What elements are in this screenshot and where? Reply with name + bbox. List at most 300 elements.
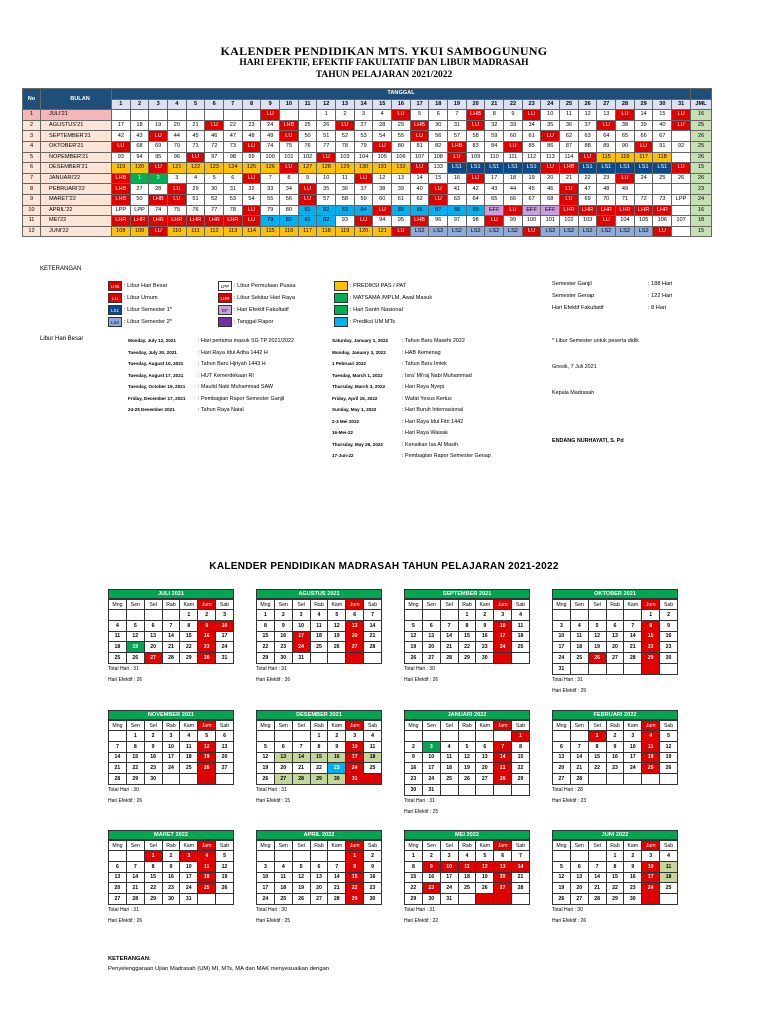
monthly-calendar-title: KALENDER PENDIDIKAN MADRASAH TAHUN PELAJARAN 2021-2022 [209, 561, 559, 572]
day-cell: LU [354, 216, 373, 227]
row-month: JULI'21 [41, 110, 112, 121]
row-month: NOPEMBER'21 [41, 152, 112, 163]
day-cell: 9 [504, 110, 523, 121]
date-cell: 21 [624, 642, 642, 653]
date-cell [476, 784, 494, 795]
holiday-desc: : Tahun Baru Masehi 2022 [402, 338, 465, 344]
weekday-header: Sen [126, 841, 144, 851]
day-cell: EFF [485, 205, 504, 216]
date-cell: 28 [440, 653, 458, 664]
legend-label: : Libur Umum [124, 295, 158, 301]
legend-swatch [218, 317, 232, 327]
total-days: Total Hari : 31 [108, 906, 139, 913]
legend-swatch [334, 281, 348, 291]
date-cell: 7 [570, 741, 588, 752]
day-cell: LS2 [448, 226, 467, 237]
month-calendar [108, 589, 234, 686]
date-cell [292, 731, 310, 742]
date-cell: 16 [162, 872, 180, 883]
day-cell: 3 [354, 110, 373, 121]
day-cell: 48 [242, 131, 261, 142]
row-month: OKTOBER'21 [41, 141, 112, 152]
date-cell: 24 [440, 883, 458, 894]
month-grid [108, 599, 234, 664]
date-cell: 8 [346, 861, 364, 872]
date-cell: 2 [328, 731, 346, 742]
legend-label: : Libur Sekitar Hari Raya [234, 295, 295, 301]
weekday-header: Sel [144, 600, 162, 610]
weekday-header: Sen [570, 721, 588, 731]
date-cell: 9 [198, 620, 216, 631]
day-cell: LS1 [466, 163, 485, 174]
date-cell: 28 [364, 642, 382, 653]
date-cell: 24 [292, 642, 310, 653]
date-cell: 13 [422, 631, 440, 642]
day-cell: 62 [560, 131, 579, 142]
date-cell: 6 [422, 620, 440, 631]
day-cell: LHB [112, 194, 131, 205]
day-cell: 21 [186, 120, 205, 131]
date-cell [588, 851, 606, 862]
date-cell: 13 [570, 872, 588, 883]
date-cell: 27 [494, 883, 512, 894]
date-cell: 27 [422, 653, 440, 664]
date-cell: 20 [553, 763, 571, 774]
day-cell: 105 [373, 152, 392, 163]
day-cell: LU [634, 141, 653, 152]
holiday-desc: : Hari Raya Waisak [402, 430, 448, 436]
date-cell: 27 [570, 894, 588, 905]
table-row [23, 152, 712, 163]
date-cell: 2 [162, 851, 180, 862]
date-cell: 19 [660, 752, 678, 763]
date-cell [660, 894, 678, 905]
day-cell: 120 [130, 163, 149, 174]
date-cell: 11 [642, 741, 660, 752]
date-cell: 1 [144, 851, 162, 862]
date-cell: 17 [162, 752, 180, 763]
date-cell: 30 [476, 653, 494, 664]
weekday-header: Sen [422, 841, 440, 851]
month-name: FEBRUARI 2022 [552, 710, 678, 720]
effective-days: Hari Efektif : 25 [552, 687, 587, 694]
day-cell: 100 [522, 216, 541, 227]
date-cell: 11 [660, 861, 678, 872]
day-cell: 102 [298, 152, 317, 163]
date-cell: 18 [512, 631, 530, 642]
day-cell: 17 [485, 173, 504, 184]
day-cell [205, 110, 224, 121]
day-cell: 96 [429, 216, 448, 227]
date-cell: 9 [364, 861, 382, 872]
day-cell: 128 [317, 163, 336, 174]
day-cell: 72 [205, 141, 224, 152]
date-cell: 14 [494, 752, 512, 763]
day-cell: 117 [298, 226, 317, 237]
effective-days: Hari Efektif : 26 [552, 917, 587, 924]
day-cell: 31 [448, 120, 467, 131]
date-cell: 16 [476, 631, 494, 642]
day-cell: 45 [522, 184, 541, 195]
day-cell: 30 [205, 184, 224, 195]
date-cell [198, 894, 216, 905]
weekday-header: Jum [642, 600, 660, 610]
date-cell: 12 [126, 631, 144, 642]
date-cell: 13 [216, 741, 234, 752]
day-cell: 77 [317, 141, 336, 152]
day-cell: 130 [354, 163, 373, 174]
day-cell: 104 [354, 152, 373, 163]
day-cell: 15 [653, 110, 672, 121]
legend-label: : MATSAMA /MPLM, Awal Masuk [350, 295, 433, 301]
date-cell: 19 [126, 642, 144, 653]
date-cell: 4 [198, 851, 216, 862]
date-cell: 26 [458, 774, 476, 785]
date-cell: 14 [440, 631, 458, 642]
day-cell: LS2 [466, 226, 485, 237]
day-cell: 28 [373, 120, 392, 131]
header-day: 15 [373, 99, 392, 110]
day-cell [634, 184, 653, 195]
table-row [23, 173, 712, 184]
date-cell: 21 [570, 763, 588, 774]
day-cell [672, 152, 691, 163]
date-cell: 3 [494, 610, 512, 621]
weekday-header: Jum [346, 841, 364, 851]
date-cell [257, 851, 275, 862]
day-cell: LU [242, 205, 261, 216]
date-cell: 23 [476, 642, 494, 653]
date-cell: 5 [458, 741, 476, 752]
date-cell [660, 774, 678, 785]
date-cell: 6 [570, 861, 588, 872]
day-cell: 90 [616, 141, 635, 152]
date-cell: 20 [570, 883, 588, 894]
month-calendar [552, 589, 678, 697]
legend-item [334, 317, 395, 327]
date-cell: 20 [476, 763, 494, 774]
date-cell [476, 731, 494, 742]
day-cell: 101 [280, 152, 299, 163]
day-cell: LU [373, 205, 392, 216]
day-cell: 14 [410, 173, 429, 184]
day-cell: LU [672, 163, 691, 174]
date-cell [216, 894, 234, 905]
day-cell: 65 [485, 194, 504, 205]
weekday-header: Sen [126, 600, 144, 610]
day-cell: 101 [541, 216, 560, 227]
day-cell: 73 [653, 194, 672, 205]
date-cell: 30 [144, 774, 162, 785]
date-cell: 29 [642, 653, 660, 664]
row-month: AGUSTUS'21 [41, 120, 112, 131]
day-cell: 87 [560, 141, 579, 152]
day-cell: 66 [634, 131, 653, 142]
date-cell: 2 [606, 731, 624, 742]
date-cell: 19 [328, 631, 346, 642]
day-cell: 7 [448, 110, 467, 121]
header-day: 3 [149, 99, 168, 110]
day-cell: 78 [336, 141, 355, 152]
day-cell: 119 [112, 163, 131, 174]
header-day: 16 [392, 99, 411, 110]
day-cell: 87 [429, 205, 448, 216]
day-cell: 51 [186, 194, 205, 205]
date-cell: 27 [310, 894, 328, 905]
date-cell: 15 [642, 631, 660, 642]
header-day: 2 [130, 99, 149, 110]
day-cell: 59 [485, 131, 504, 142]
date-cell: 19 [476, 872, 494, 883]
date-cell: 20 [144, 642, 162, 653]
day-cell: 112 [205, 226, 224, 237]
legend-label: : Prediksi UM MTs [350, 319, 396, 325]
date-cell: 15 [144, 872, 162, 883]
day-cell: 89 [466, 205, 485, 216]
day-cell: 42 [112, 131, 131, 142]
header-day: 30 [653, 99, 672, 110]
signer-position: Kepala Madrasah [552, 390, 595, 396]
day-cell: 122 [186, 163, 205, 174]
date-cell: 4 [364, 731, 382, 742]
weekday-header: Sab [216, 841, 234, 851]
row-month: DESEMBER'21 [41, 163, 112, 174]
day-cell: 114 [560, 152, 579, 163]
weekday-header: Mng [553, 841, 571, 851]
weekday-header: Jum [494, 721, 512, 731]
holiday-date: Tuesday, August 17, 2021 [128, 372, 184, 378]
date-cell: 19 [553, 883, 571, 894]
date-cell: 10 [162, 741, 180, 752]
date-cell [588, 663, 606, 674]
date-cell: 6 [109, 861, 127, 872]
month-name: OKTOBER 2021 [552, 589, 678, 599]
date-cell: 9 [624, 861, 642, 872]
date-cell: 1 [642, 610, 660, 621]
day-cell: LHR [224, 216, 243, 227]
date-cell: 24 [180, 883, 198, 894]
day-cell: LS2 [597, 226, 616, 237]
day-cell: 83 [336, 205, 355, 216]
date-cell [606, 610, 624, 621]
holiday-date: Monday, July 12, 2021 [128, 338, 176, 343]
date-cell: 1 [458, 610, 476, 621]
day-cell: LHR [205, 216, 224, 227]
weekday-header: Sab [364, 841, 382, 851]
date-cell: 16 [422, 872, 440, 883]
date-cell: 23 [405, 774, 423, 785]
day-cell: 104 [616, 216, 635, 227]
date-cell [144, 610, 162, 621]
date-cell: 1 [405, 851, 423, 862]
row-no: 1 [23, 110, 41, 121]
day-cell: 34 [522, 120, 541, 131]
day-cell: 23 [242, 120, 261, 131]
date-cell: 14 [588, 872, 606, 883]
month-name: JUNI 2022 [552, 830, 678, 840]
day-cell: 116 [616, 152, 635, 163]
day-cell: LU [205, 120, 224, 131]
date-cell: 18 [642, 752, 660, 763]
day-cell: 43 [130, 131, 149, 142]
date-cell: 2 [476, 610, 494, 621]
date-cell: 3 [553, 620, 571, 631]
day-cell [242, 110, 261, 121]
total-days: Total Hari : 31 [108, 665, 139, 672]
day-cell: 2 [149, 173, 168, 184]
date-cell: 12 [328, 620, 346, 631]
header-day: 10 [280, 99, 299, 110]
date-cell: 28 [328, 894, 346, 905]
date-cell: 9 [328, 741, 346, 752]
date-cell: 11 [274, 872, 292, 883]
legend-swatch: LHB [108, 281, 122, 291]
date-cell: 6 [274, 741, 292, 752]
date-cell: 8 [144, 861, 162, 872]
date-cell: 11 [570, 631, 588, 642]
date-cell: 9 [274, 620, 292, 631]
date-cell [553, 851, 571, 862]
day-cell: 18 [130, 120, 149, 131]
date-cell [570, 731, 588, 742]
day-cell: 69 [149, 141, 168, 152]
day-cell: LU [354, 173, 373, 184]
month-calendar [552, 710, 678, 807]
row-no: 2 [23, 120, 41, 131]
date-cell: 17 [642, 872, 660, 883]
day-cell: 80 [280, 205, 299, 216]
row-jml: 15 [691, 226, 712, 237]
date-cell: 24 [494, 642, 512, 653]
header-bulan: BULAN [41, 89, 112, 110]
date-cell: 23 [624, 883, 642, 894]
day-cell: LU [672, 120, 691, 131]
date-cell: 4 [660, 851, 678, 862]
date-cell: 16 [660, 631, 678, 642]
day-cell: 63 [578, 131, 597, 142]
weekday-header: Sab [512, 600, 530, 610]
date-cell: 21 [126, 883, 144, 894]
day-cell: LU [168, 194, 187, 205]
date-cell: 24 [624, 763, 642, 774]
day-cell: LU [616, 173, 635, 184]
date-cell: 19 [588, 642, 606, 653]
date-cell: 11 [364, 741, 382, 752]
legend-item [218, 305, 289, 315]
weekday-header: Rab [458, 721, 476, 731]
weekday-header: Jum [346, 721, 364, 731]
weekday-header: Kam [476, 600, 494, 610]
day-cell [112, 110, 131, 121]
effective-days: Hari Efektif : 25 [404, 808, 439, 815]
header-day: 4 [168, 99, 187, 110]
header-day: 14 [354, 99, 373, 110]
date-cell: 9 [476, 620, 494, 631]
date-cell: 23 [274, 642, 292, 653]
header-day: 9 [261, 99, 280, 110]
date-cell: 22 [257, 642, 275, 653]
date-cell: 8 [458, 620, 476, 631]
date-cell: 9 [660, 620, 678, 631]
day-cell: 79 [354, 141, 373, 152]
holiday-desc: : HUT Kemerdekaan RI [198, 372, 254, 379]
day-cell: 22 [578, 173, 597, 184]
day-cell: LU [317, 152, 336, 163]
date-cell: 25 [180, 763, 198, 774]
day-cell: 30 [429, 120, 448, 131]
date-cell: 31 [292, 653, 310, 664]
header-day: 18 [429, 99, 448, 110]
row-jml: 16 [691, 205, 712, 216]
day-cell: 46 [205, 131, 224, 142]
date-cell: 28 [126, 894, 144, 905]
day-cell: 25 [653, 173, 672, 184]
date-cell: 3 [292, 610, 310, 621]
day-cell: LU [373, 141, 392, 152]
date-cell: 19 [458, 763, 476, 774]
weekday-header: Sen [422, 721, 440, 731]
day-cell: LU [672, 110, 691, 121]
date-cell: 13 [310, 872, 328, 883]
date-cell [458, 784, 476, 795]
date-cell: 23 [328, 763, 346, 774]
day-cell: LHR [653, 205, 672, 216]
day-cell: 1 [317, 110, 336, 121]
day-cell: 2 [336, 110, 355, 121]
day-cell: 131 [373, 163, 392, 174]
day-cell: LS1 [634, 163, 653, 174]
day-cell: LU [466, 173, 485, 184]
day-cell: 66 [504, 194, 523, 205]
day-cell: 63 [448, 194, 467, 205]
day-cell: 18 [504, 173, 523, 184]
date-cell: 25 [364, 763, 382, 774]
effective-days: Hari Efektif : 15 [256, 797, 291, 804]
date-cell: 16 [624, 872, 642, 883]
date-cell: 6 [606, 620, 624, 631]
date-cell: 19 [292, 883, 310, 894]
legend-label: : Libur Semester 2* [124, 319, 172, 325]
date-cell: 2 [364, 851, 382, 862]
date-cell: 28 [292, 774, 310, 785]
legend-title: KETERANGAN [40, 266, 82, 272]
date-cell: 9 [422, 861, 440, 872]
day-cell: 32 [485, 120, 504, 131]
day-cell: LU [485, 216, 504, 227]
day-cell: LU [504, 141, 523, 152]
date-cell: 2 [624, 851, 642, 862]
header-day: 13 [336, 99, 355, 110]
date-cell: 25 [440, 774, 458, 785]
holiday-desc: : Tahun Baru Imlek [402, 361, 447, 367]
date-cell: 18 [274, 883, 292, 894]
date-cell: 7 [440, 620, 458, 631]
day-cell: LHB [410, 120, 429, 131]
month-calendar [404, 830, 530, 927]
month-grid [404, 720, 530, 796]
day-cell: 126 [261, 163, 280, 174]
day-cell: 16 [448, 173, 467, 184]
day-cell: LU [653, 226, 672, 237]
date-cell: 30 [328, 774, 346, 785]
date-cell: 26 [292, 894, 310, 905]
day-cell: 25 [298, 120, 317, 131]
day-cell: 78 [224, 205, 243, 216]
date-cell: 7 [624, 620, 642, 631]
date-cell: 26 [476, 883, 494, 894]
day-cell: 28 [149, 184, 168, 195]
date-cell: 3 [422, 741, 440, 752]
